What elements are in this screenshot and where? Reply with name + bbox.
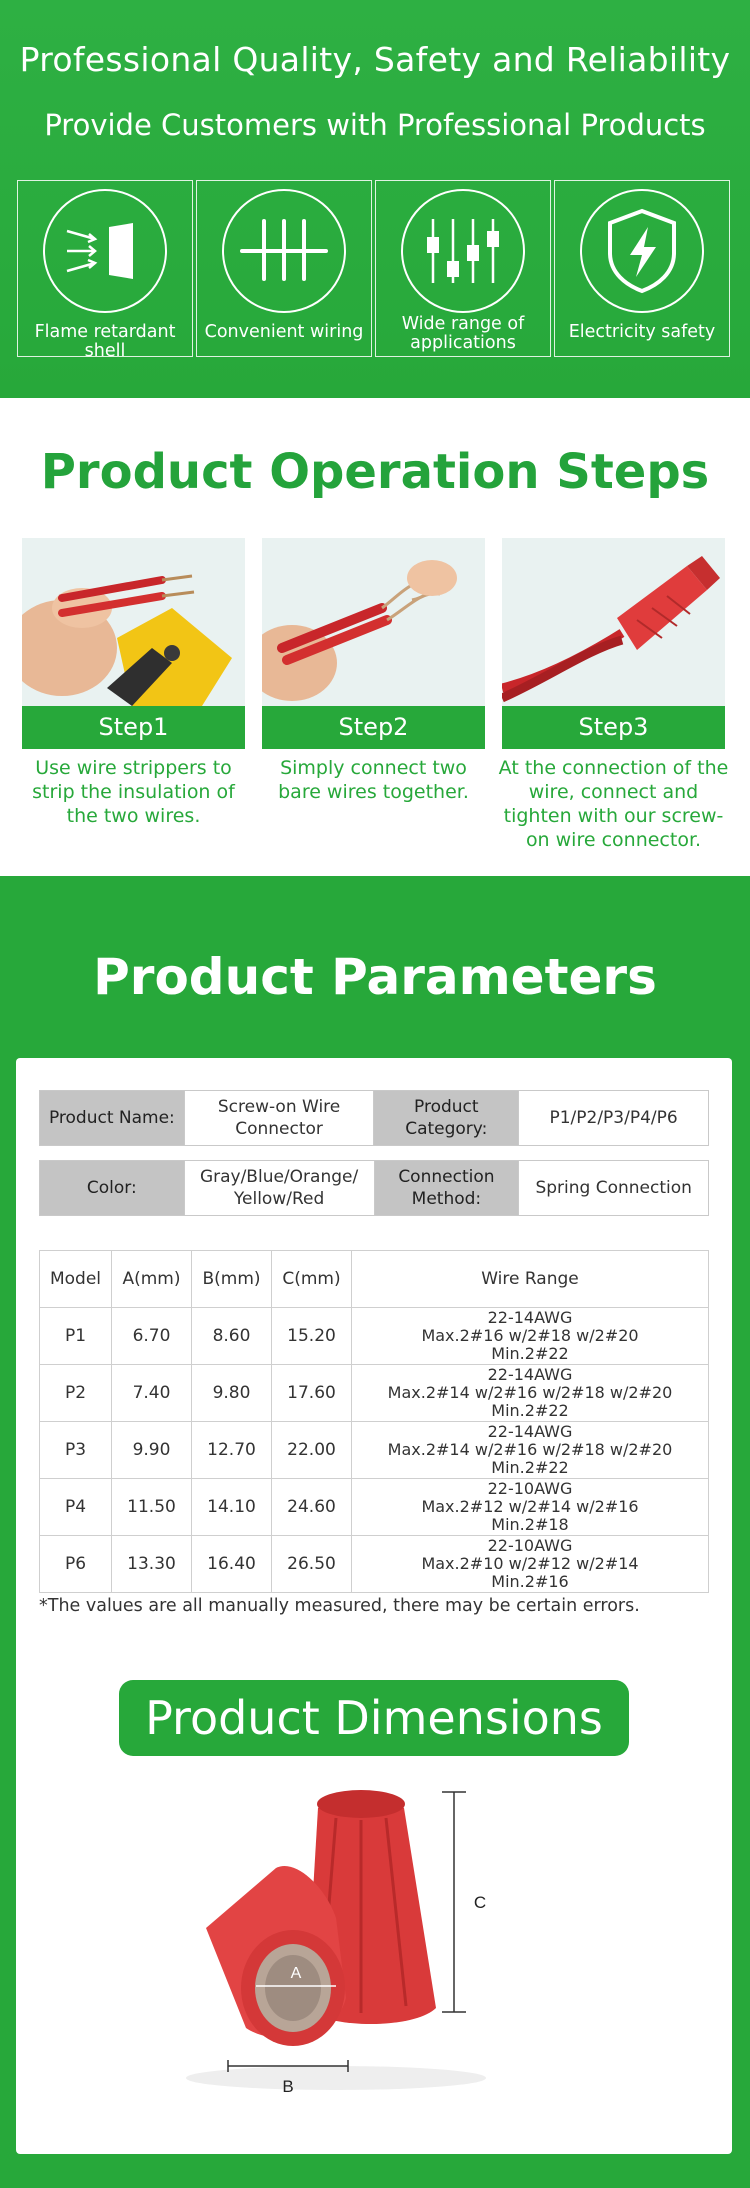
b-value-cell: 14.10 bbox=[192, 1479, 272, 1536]
feature-card-wiring bbox=[196, 180, 372, 357]
wire-range-cell bbox=[352, 1365, 709, 1422]
model-cell: P1 bbox=[40, 1308, 112, 1365]
column-header: B(mm) bbox=[192, 1251, 272, 1308]
model-table bbox=[39, 1250, 709, 1593]
model-cell: P4 bbox=[40, 1479, 112, 1536]
connection-method-key: Connection Method: bbox=[374, 1161, 519, 1216]
wire-range-line: Max.2#14 w/2#16 w/2#18 w/2#20 bbox=[387, 1440, 673, 1459]
wire-range-line: Max.2#14 w/2#16 w/2#18 w/2#20 bbox=[387, 1383, 673, 1402]
b-value-cell: 16.40 bbox=[192, 1536, 272, 1593]
b-value-cell: 9.80 bbox=[192, 1365, 272, 1422]
spec-table-2 bbox=[39, 1160, 709, 1216]
wire-range-line: Min.2#18 bbox=[491, 1515, 569, 1534]
feature-card-flame bbox=[17, 180, 193, 361]
column-header: C(mm) bbox=[272, 1251, 352, 1308]
wire-range-cell bbox=[352, 1422, 709, 1479]
wire-range-line: Max.2#12 w/2#14 w/2#16 bbox=[421, 1497, 639, 1516]
a-value-cell: 7.40 bbox=[112, 1365, 192, 1422]
column-header: A(mm) bbox=[112, 1251, 192, 1308]
c-value-cell: 17.60 bbox=[272, 1365, 352, 1422]
step-label: Step2 bbox=[262, 706, 485, 749]
wire-range-cell bbox=[352, 1536, 709, 1593]
dimension-label-c: C bbox=[473, 1893, 487, 1912]
b-value-cell: 8.60 bbox=[192, 1308, 272, 1365]
dimension-label-a: A bbox=[290, 1965, 302, 1982]
wire-range-line: 22-14AWG bbox=[487, 1365, 573, 1384]
product-category-key: Product Category: bbox=[374, 1091, 519, 1146]
product-category-value: P1/P2/P3/P4/P6 bbox=[519, 1091, 709, 1146]
a-value-cell: 9.90 bbox=[112, 1422, 192, 1479]
operation-steps-section bbox=[0, 398, 750, 876]
b-value-cell: 12.70 bbox=[192, 1422, 272, 1479]
shield-lightning-icon bbox=[580, 189, 704, 313]
feature-label: Convenient wiring bbox=[204, 322, 364, 342]
color-value: Gray/Blue/Orange/ Yellow/Red bbox=[184, 1161, 374, 1216]
connection-method-value: Spring Connection bbox=[519, 1161, 709, 1216]
step3-photo-connector-on-wire bbox=[502, 538, 725, 706]
feature-label: Wide range of applications bbox=[401, 314, 525, 353]
table-row bbox=[40, 1308, 709, 1365]
table-row bbox=[40, 1365, 709, 1422]
step-label: Step1 bbox=[22, 706, 245, 749]
model-cell: P6 bbox=[40, 1536, 112, 1593]
step-description: At the connection of the wire, connect and tighten with our screw-on wire connector. bbox=[498, 757, 729, 851]
connector-dimension-diagram bbox=[186, 1778, 586, 2118]
wire-range-line: 22-10AWG bbox=[487, 1479, 573, 1498]
a-value-cell: 13.30 bbox=[112, 1536, 192, 1593]
parameters-title: Product Parameters bbox=[93, 948, 657, 1006]
feature-card-applications bbox=[375, 180, 551, 357]
feature-label: Flame retardant shell bbox=[34, 322, 176, 361]
wiring-icon bbox=[222, 189, 346, 313]
parameters-section bbox=[0, 876, 750, 2188]
feature-label: Electricity safety bbox=[568, 322, 716, 342]
step1-photo-wire-stripper bbox=[22, 538, 245, 706]
banner-title: Professional Quality, Safety and Reliability bbox=[19, 40, 731, 79]
measurement-note: *The values are all manually measured, there may be certain errors. bbox=[39, 1596, 640, 1616]
color-key: Color: bbox=[40, 1161, 185, 1216]
spec-table-1 bbox=[39, 1090, 709, 1146]
wire-range-line: Min.2#16 bbox=[491, 1572, 569, 1591]
flame-retardant-icon bbox=[43, 189, 167, 313]
dimensions-title: Product Dimensions bbox=[119, 1680, 629, 1756]
wire-range-line: Min.2#22 bbox=[491, 1458, 569, 1477]
banner-subtitle: Provide Customers with Professional Products bbox=[44, 108, 706, 142]
wire-range-line: 22-14AWG bbox=[487, 1308, 573, 1327]
column-header: Model bbox=[40, 1251, 112, 1308]
a-value-cell: 6.70 bbox=[112, 1308, 192, 1365]
c-value-cell: 15.20 bbox=[272, 1308, 352, 1365]
wire-range-line: Min.2#22 bbox=[491, 1344, 569, 1363]
sliders-icon bbox=[401, 189, 525, 313]
step2-photo-twisted-wires bbox=[262, 538, 485, 706]
wire-range-line: Min.2#22 bbox=[491, 1401, 569, 1420]
steps-title: Product Operation Steps bbox=[40, 444, 710, 500]
model-cell: P3 bbox=[40, 1422, 112, 1479]
c-value-cell: 24.60 bbox=[272, 1479, 352, 1536]
feature-card-safety bbox=[554, 180, 730, 357]
table-header-row bbox=[40, 1251, 709, 1308]
model-cell: P2 bbox=[40, 1365, 112, 1422]
wire-range-line: 22-10AWG bbox=[487, 1536, 573, 1555]
product-name-value: Screw-on Wire Connector bbox=[184, 1091, 374, 1146]
wire-range-cell bbox=[352, 1308, 709, 1365]
wire-range-line: 22-14AWG bbox=[487, 1422, 573, 1441]
step-description: Use wire strippers to strip the insulation of the two wires. bbox=[32, 757, 235, 827]
c-value-cell: 22.00 bbox=[272, 1422, 352, 1479]
c-value-cell: 26.50 bbox=[272, 1536, 352, 1593]
dimension-label-b: B bbox=[282, 2077, 294, 2096]
a-value-cell: 11.50 bbox=[112, 1479, 192, 1536]
hero-banner bbox=[0, 0, 750, 398]
step-description: Simply connect two bare wires together. bbox=[278, 757, 469, 803]
parameters-card bbox=[16, 1058, 732, 2154]
step-label: Step3 bbox=[502, 706, 725, 749]
wire-range-cell bbox=[352, 1479, 709, 1536]
wire-range-line: Max.2#10 w/2#12 w/2#14 bbox=[421, 1554, 639, 1573]
table-row bbox=[40, 1479, 709, 1536]
table-row bbox=[40, 1536, 709, 1593]
product-name-key: Product Name: bbox=[40, 1091, 185, 1146]
wire-range-line: Max.2#16 w/2#18 w/2#20 bbox=[421, 1326, 639, 1345]
column-header: Wire Range bbox=[352, 1251, 709, 1308]
table-row bbox=[40, 1422, 709, 1479]
